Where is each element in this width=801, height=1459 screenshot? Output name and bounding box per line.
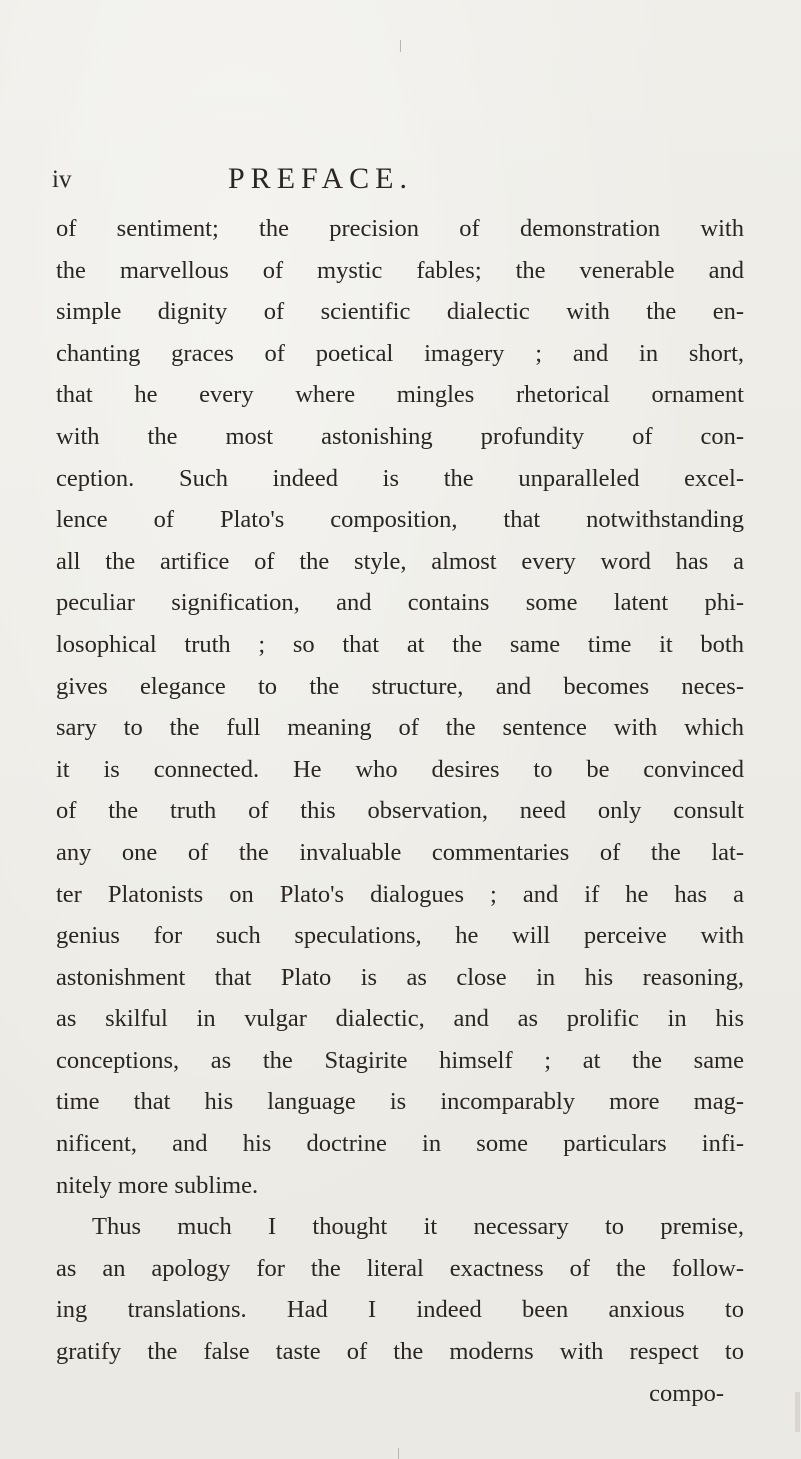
text-line: it is connected. He who desires to be convinced — [56, 755, 744, 783]
text-line: all the artifice of the style, almost every word has a — [56, 547, 744, 575]
body-text — [56, 208, 744, 1414]
text-line: as skilful in vulgar dialectic, and as prolific in his — [56, 1005, 744, 1033]
text-line: genius for such speculations, he will perceive with — [56, 922, 744, 950]
paper-speck — [398, 1448, 399, 1459]
catchword: compo- — [649, 1379, 724, 1407]
text-line: of sentiment; the precision of demonstration with — [56, 215, 744, 242]
text-line: nitely more sublime. — [56, 1171, 259, 1199]
text-line: time that his language is incomparably more mag- — [56, 1088, 744, 1116]
text-line: chanting graces of poetical imagery ; and in short, — [56, 339, 744, 367]
text-line: with the most astonishing profundity of con- — [56, 422, 744, 450]
page-header — [52, 162, 752, 202]
text-line: peculiar signification, and contains some latent phi- — [56, 589, 744, 617]
text-line: that he every where mingles rhetorical ornament — [56, 381, 744, 409]
paper-speck — [795, 1392, 800, 1432]
text-line: nificent, and his doctrine in some particulars infi- — [56, 1130, 744, 1158]
paper-speck — [400, 40, 401, 52]
text-line: gratify the false taste of the moderns with respect to — [56, 1338, 744, 1366]
page-number: iv — [52, 166, 72, 193]
text-line: any one of the invaluable commentaries of the lat- — [56, 838, 744, 866]
text-line: losophical truth ; so that at the same time it both — [56, 630, 744, 658]
text-line: conceptions, as the Stagirite himself ; at the same — [56, 1046, 744, 1074]
text-line: simple dignity of scientific dialectic with the en- — [56, 298, 744, 326]
text-line: of the truth of this observation, need only consult — [56, 797, 744, 825]
text-line: sary to the full meaning of the sentence with which — [56, 714, 744, 742]
running-head: PREFACE. — [228, 162, 413, 195]
text-line: the marvellous of mystic fables; the venerable and — [56, 256, 744, 284]
text-line: astonishment that Plato is as close in his reasoning, — [56, 963, 744, 991]
text-line: ter Platonists on Plato's dialogues ; and if he has a — [56, 880, 744, 908]
text-line: ception. Such indeed is the unparalleled excel- — [56, 464, 744, 492]
text-line: lence of Plato's composition, that notwithstanding — [56, 506, 744, 534]
text-line: ing translations. Had I indeed been anxious to — [56, 1296, 744, 1324]
text-line: as an apology for the literal exactness of the follow- — [56, 1254, 744, 1282]
text-line: gives elegance to the structure, and becomes neces- — [56, 672, 744, 700]
text-line: Thus much I thought it necessary to premise, — [92, 1213, 744, 1241]
